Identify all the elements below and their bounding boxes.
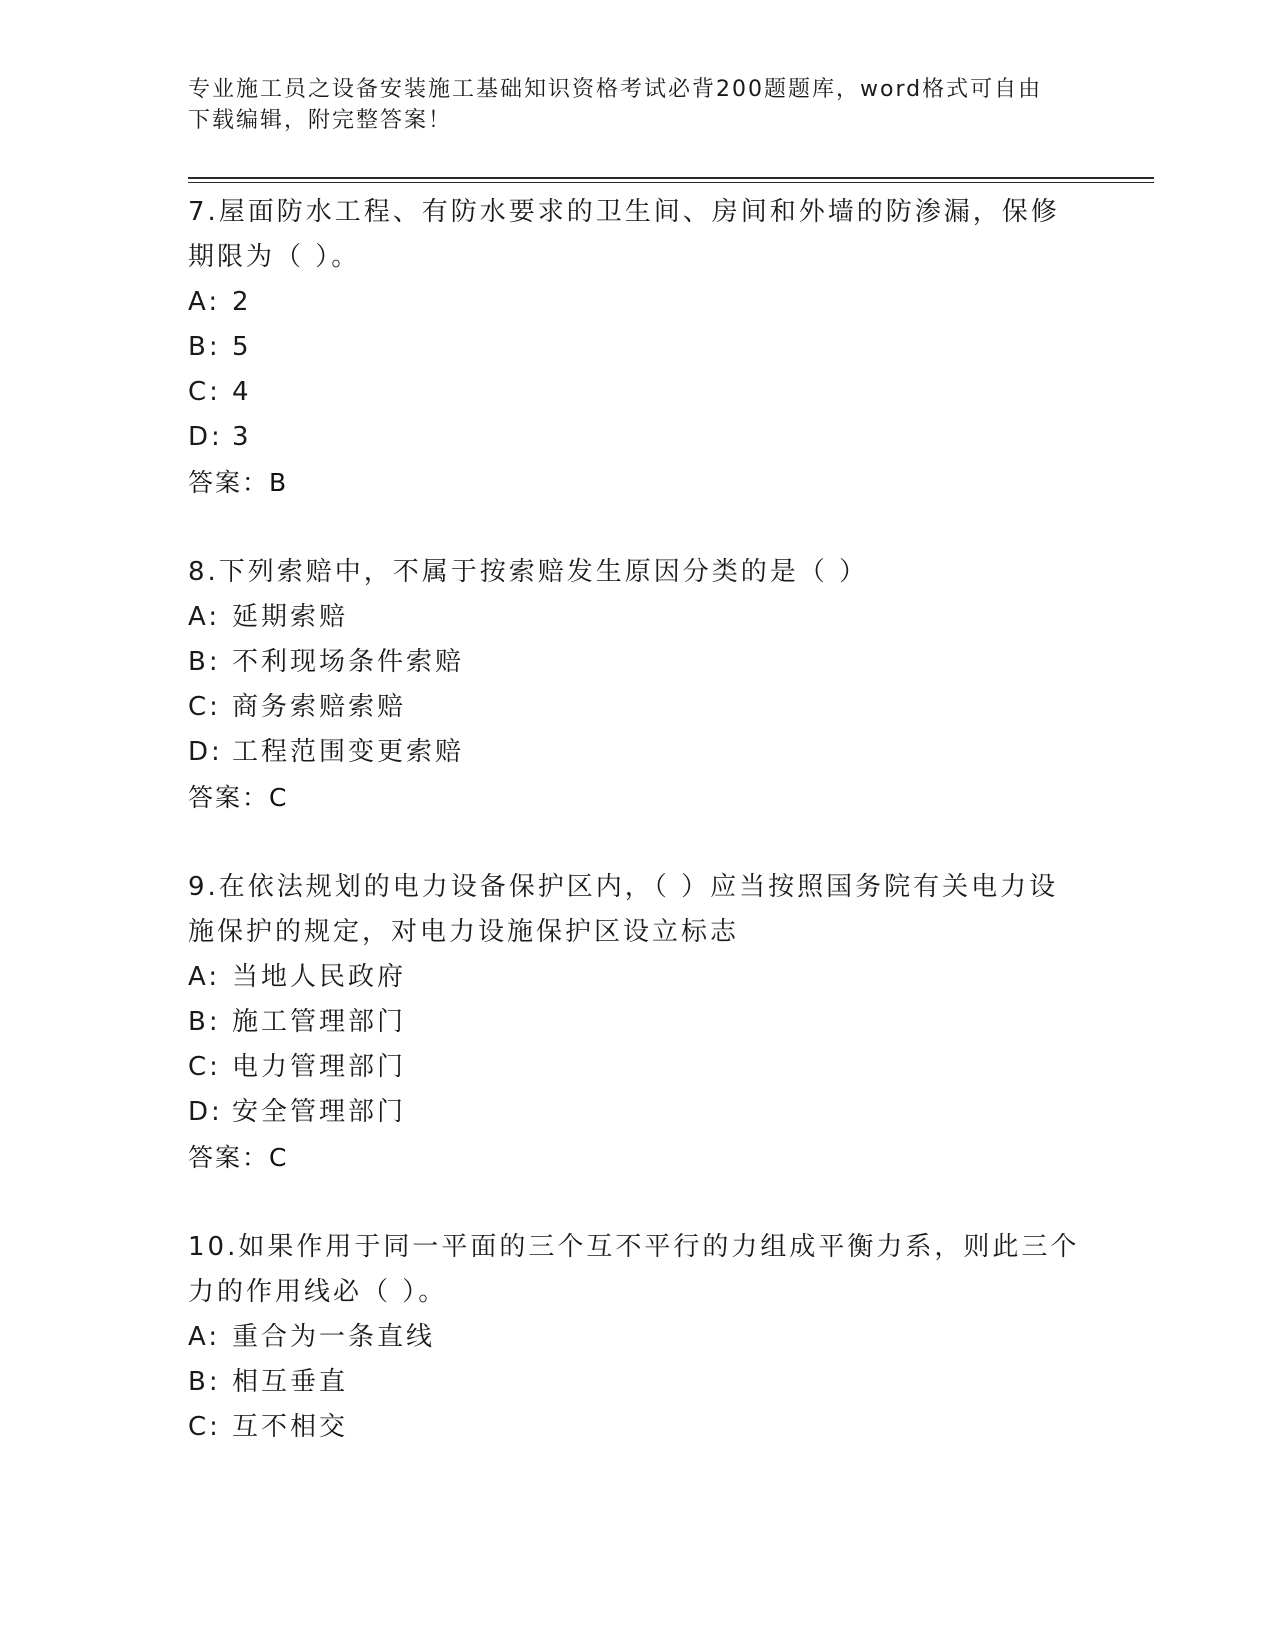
question-text: 7.屋面防水工程、有防水要求的卫生间、房间和外墙的防渗漏，保修 bbox=[188, 197, 1060, 227]
option-a bbox=[188, 1315, 1088, 1360]
option-d bbox=[188, 730, 1088, 775]
option-letter: B: bbox=[188, 1007, 221, 1037]
option-letter: A: bbox=[188, 287, 221, 317]
option-text: 4 bbox=[232, 377, 252, 407]
option-c bbox=[188, 685, 1088, 730]
option-c bbox=[188, 1045, 1088, 1090]
option-text: 重合为一条直线 bbox=[232, 1322, 436, 1352]
option-c bbox=[188, 1405, 1088, 1450]
header-line-2: 下载编辑，附完整答案！ bbox=[188, 108, 453, 133]
option-b bbox=[188, 325, 1088, 370]
option-text: 5 bbox=[232, 332, 252, 362]
question-7 bbox=[188, 190, 1088, 505]
option-text: 当地人民政府 bbox=[232, 962, 407, 992]
question-text: 8.下列索赔中，不属于按索赔发生原因分类的是（ ） bbox=[188, 557, 869, 587]
option-text: 互不相交 bbox=[232, 1412, 349, 1442]
option-letter: D: bbox=[188, 422, 223, 452]
option-letter: A: bbox=[188, 1322, 221, 1352]
option-text: 不利现场条件索赔 bbox=[232, 647, 465, 677]
question-spacer bbox=[188, 1180, 1088, 1225]
option-letter: C: bbox=[188, 377, 221, 407]
question-list bbox=[188, 190, 1088, 1450]
question-spacer bbox=[188, 505, 1088, 550]
question-text: 10.如果作用于同一平面的三个互不平行的力组成平衡力系，则此三个 bbox=[188, 1232, 1080, 1262]
option-letter: B: bbox=[188, 647, 221, 677]
option-c bbox=[188, 370, 1088, 415]
option-a bbox=[188, 595, 1088, 640]
option-b bbox=[188, 640, 1088, 685]
question-8 bbox=[188, 550, 1088, 820]
option-text: 相互垂直 bbox=[232, 1367, 349, 1397]
question-text-continued: 力的作用线必（ ）。 bbox=[188, 1277, 448, 1307]
option-a bbox=[188, 955, 1088, 1000]
option-text: 电力管理部门 bbox=[232, 1052, 407, 1082]
question-text: 9.在依法规划的电力设备保护区内，（ ）应当按照国务院有关电力设 bbox=[188, 872, 1059, 902]
option-letter: B: bbox=[188, 1367, 221, 1397]
option-letter: A: bbox=[188, 962, 221, 992]
answer-line: 答案：C bbox=[188, 1143, 289, 1172]
question-10 bbox=[188, 1225, 1088, 1450]
option-letter: C: bbox=[188, 1052, 221, 1082]
option-text: 2 bbox=[232, 287, 252, 317]
question-text-continued: 期限为（ ）。 bbox=[188, 242, 361, 272]
question-spacer bbox=[188, 820, 1088, 865]
answer-line: 答案：C bbox=[188, 783, 289, 812]
header-line-1: 专业施工员之设备安装施工基础知识资格考试必背200题题库，word格式可自由 bbox=[188, 77, 1043, 102]
question-text-continued: 施保护的规定，对电力设施保护区设立标志 bbox=[188, 917, 740, 947]
option-text: 延期索赔 bbox=[232, 602, 349, 632]
answer-line: 答案：B bbox=[188, 468, 289, 497]
option-letter: C: bbox=[188, 692, 221, 722]
header-divider-thin bbox=[188, 182, 1154, 183]
option-text: 商务索赔索赔 bbox=[232, 692, 407, 722]
header-divider-thick bbox=[188, 177, 1154, 179]
option-letter: D: bbox=[188, 1097, 223, 1127]
option-letter: B: bbox=[188, 332, 221, 362]
option-text: 3 bbox=[232, 422, 252, 452]
option-letter: C: bbox=[188, 1412, 221, 1442]
option-d bbox=[188, 1090, 1088, 1135]
document-header bbox=[188, 74, 1068, 136]
option-letter: A: bbox=[188, 602, 221, 632]
option-b bbox=[188, 1360, 1088, 1405]
option-text: 安全管理部门 bbox=[232, 1097, 407, 1127]
option-letter: D: bbox=[188, 737, 223, 767]
option-b bbox=[188, 1000, 1088, 1045]
option-text: 工程范围变更索赔 bbox=[232, 737, 465, 767]
option-d bbox=[188, 415, 1088, 460]
option-a bbox=[188, 280, 1088, 325]
option-text: 施工管理部门 bbox=[232, 1007, 407, 1037]
question-9 bbox=[188, 865, 1088, 1180]
